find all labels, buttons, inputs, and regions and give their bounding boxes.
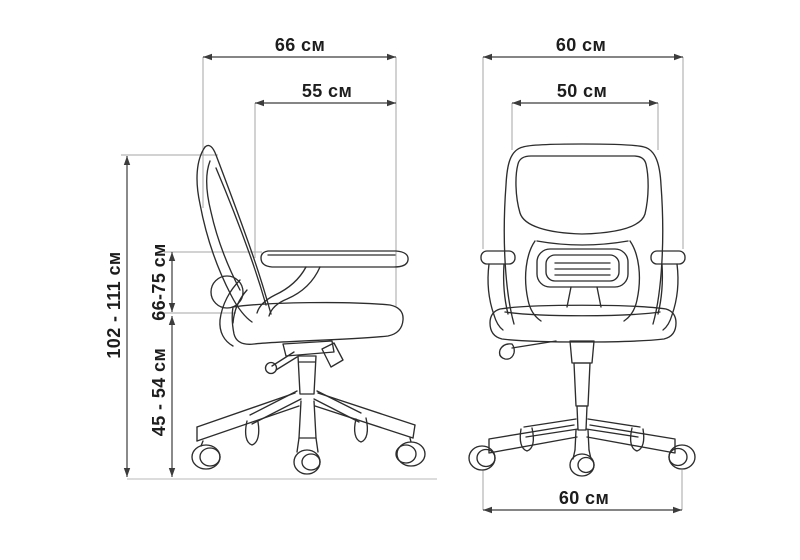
side-backrest <box>197 145 271 322</box>
front-gas-lift <box>570 341 594 430</box>
base-leg <box>317 391 361 413</box>
side-lever-handle <box>266 363 277 374</box>
caster-wheel <box>192 441 220 469</box>
dim-label-side-seat-height: 45 - 54 см <box>149 347 169 437</box>
base-leg <box>299 401 316 438</box>
front-armrest-left <box>481 251 515 330</box>
side-lever <box>276 357 297 370</box>
dim-label-side-overall-height: 102 - 111 см <box>104 251 124 359</box>
dim-label-front-overall-width: 60 см <box>555 35 607 55</box>
caster-wheel <box>570 450 594 476</box>
caster-wheel <box>396 438 425 466</box>
dim-label-side-overall-width: 66 см <box>274 35 326 55</box>
side-gas-lift <box>298 356 316 394</box>
front-backrest <box>504 144 662 324</box>
front-base <box>469 419 695 476</box>
chair-front-view-drawing <box>469 144 695 476</box>
side-adjust-knob <box>211 276 243 308</box>
dim-label-front-base-width: 60 см <box>558 488 610 508</box>
dim-label-front-backrest-width: 50 см <box>556 81 608 101</box>
base-leg <box>252 399 301 424</box>
base-leg <box>575 430 589 450</box>
front-armrest-right <box>651 251 685 330</box>
caster-wheel <box>669 445 695 469</box>
caster-wheel <box>469 446 495 470</box>
dimension-lines <box>127 57 683 510</box>
front-lumbar-cassette <box>537 249 628 307</box>
side-armrest <box>257 251 408 316</box>
base-leg <box>314 399 359 422</box>
side-mechanism <box>266 341 344 374</box>
side-base <box>192 391 425 474</box>
caster-wheel <box>294 438 320 474</box>
front-lever <box>500 341 556 359</box>
front-seat <box>490 305 676 342</box>
dim-label-side-armrest-height: 66-75 см <box>149 243 169 321</box>
base-leg <box>250 391 297 415</box>
front-mesh-window <box>516 156 648 234</box>
base-leg <box>197 406 299 441</box>
extension-lines <box>121 57 683 510</box>
side-seat <box>232 303 403 345</box>
side-lumbar-support <box>211 276 247 346</box>
dim-label-side-seat-depth: 55 см <box>301 81 353 101</box>
chair-side-view-drawing <box>192 145 425 474</box>
base-leg <box>315 406 413 438</box>
